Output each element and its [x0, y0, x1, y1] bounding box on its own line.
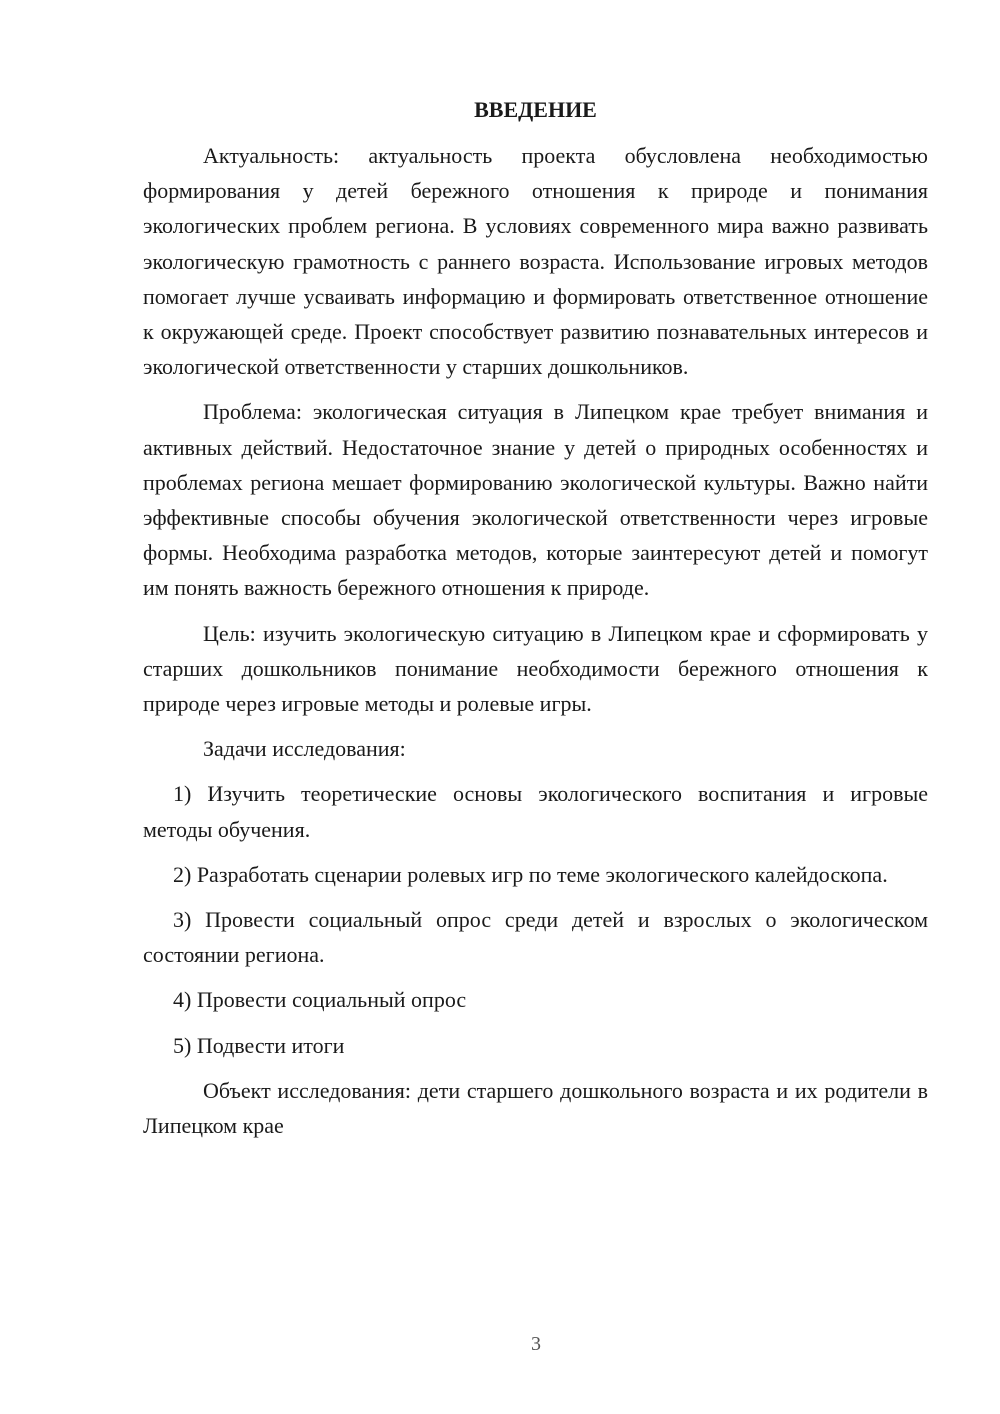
task-item-5: 5) Подвести итоги	[173, 1032, 345, 1058]
task-item-3: 3) Провести социальный опрос среди детей и взрослых о экологическом состоянии региона.	[143, 907, 928, 968]
paragraph-problem: Проблема: экологическая ситуация в Липецком крае требует внимания и активных действий. Недостаточное знание у детей о природных особенностях и проблемах региона мешает формированию экологической культуры. Важно найти эффективные способы обучения экологической ответственности через игровые формы. Необходима разработка методов, которые заинтересуют детей и помогут им понять важность бережного отношения к природе.	[143, 399, 928, 601]
task-item-2: 2) Разработать сценарии ролевых игр по теме экологического калейдоскопа.	[173, 861, 888, 887]
paragraph-relevance: Актуальность: актуальность проекта обусловлена необходимостью формирования у детей бережного отношения к природе и понимания экологических проблем региона. В условиях современного мира важно развивать экологическую грамотность с раннего возраста. Использование игровых методов помогает лучше усваивать информацию и формировать ответственное отношение к окружающей среде. Проект способствует развитию познавательных интересов и экологической ответственности у старших дошкольников.	[143, 143, 928, 380]
paragraph-goal: Цель: изучить экологическую ситуацию в Липецком крае и сформировать у старших дошкольников понимание необходимости бережного отношения к природе через игровые методы и ролевые игры.	[143, 620, 928, 717]
task-item-4: 4) Провести социальный опрос	[173, 987, 467, 1013]
page-number: 3	[531, 1333, 541, 1355]
tasks-heading: Задачи исследования:	[203, 736, 406, 762]
paragraph-object: Объект исследования: дети старшего дошкольного возраста и их родители в Липецком крае	[143, 1077, 928, 1139]
task-item-1: 1) Изучить теоретические основы экологического воспитания и игровые методы обучения.	[143, 781, 928, 842]
page-title: ВВЕДЕНИЕ	[474, 97, 597, 122]
page-content	[143, 95, 928, 1153]
